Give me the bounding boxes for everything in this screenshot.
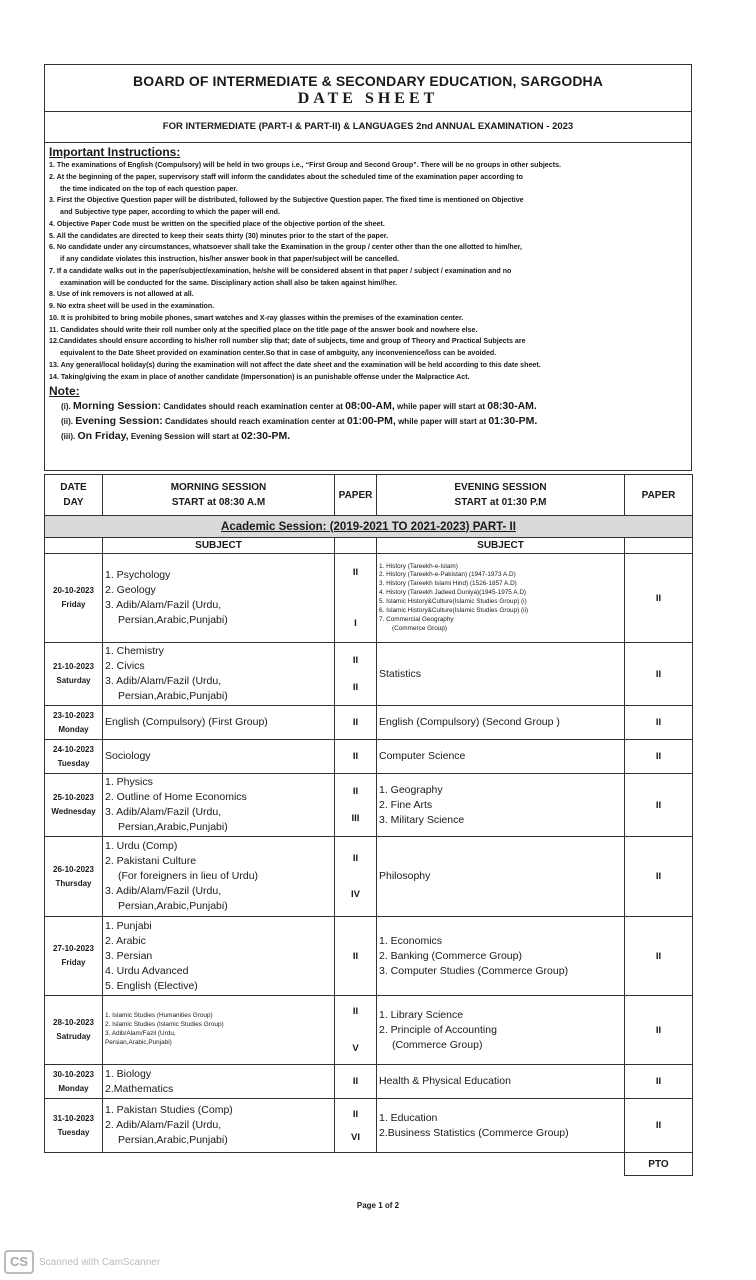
subject-item: 1. Pakistan Studies (Comp) [105,1104,233,1116]
evening-subjects-cell [377,917,625,996]
instruction-line: 1. The examinations of English (Compulsory) will be held in two groups i.e., “First Group and Second Group”. There will be no groups in other subjects. [49,161,561,169]
subject-item: Statistics [379,667,422,680]
subject-item: 1. Geography [379,783,443,796]
subject-item: English (Compulsory) (Second Group ) [379,716,560,728]
evening-paper-cell: II [625,1099,693,1153]
pto-row [45,1153,693,1176]
subject-item: 3. Computer Studies (Commerce Group) [379,964,569,977]
subject-item: 1. Chemistry [105,645,164,657]
morning-paper-cell [335,837,377,917]
paper-header: PAPER [625,475,693,516]
morning-subjects-cell [103,1065,335,1099]
subject-item: 2. Civics [105,660,145,672]
exam-day: Tuesday [57,758,90,768]
subject-item: 3. History (Tareekh Islami Hind) (1526-1857 A.D) [379,580,517,588]
camscanner-logo-icon: CS [4,1250,34,1274]
evening-paper-cell: II [625,774,693,837]
morning-session-header: MORNING SESSION START at 08:30 A.M [103,475,335,516]
exam-date: 20-10-2023 [53,586,94,595]
subject-item: Sociology [105,750,151,762]
exam-day: Wednesday [51,807,96,816]
table-row [45,740,693,774]
morning-subjects-cell [103,1099,335,1153]
document-title: DATE SHEET [44,89,692,112]
morning-paper-cell [335,706,377,740]
morning-paper-cell [335,1065,377,1099]
morning-paper-cell [335,740,377,774]
morning-subjects-cell [103,774,335,837]
academic-session-label: Academic Session: (2019-2021 TO 2021-2023) PART- II [221,520,516,533]
subject-item: 2.Business Statistics (Commerce Group) [379,1126,569,1139]
instruction-line: 11. Candidates should write their roll number only at the specified place on the title page of the answer book and nowhere else. [49,325,478,334]
subject-item: Persian,Arabic,Punjabi) [118,690,228,702]
subject-item: Philosophy [379,870,431,882]
instruction-line: if any candidate violates this instruction, his/her answer book in that paper/subject will be cancelled. [60,255,400,263]
date-cell [45,996,103,1065]
date-cell [45,1065,103,1099]
schedule-table [44,474,693,1176]
paper-number: II [352,853,359,864]
date-cell [45,774,103,837]
evening-paper-cell: II [625,1065,693,1099]
note-line [49,414,687,429]
exam-date: 28-10-2023 [53,1018,94,1027]
note-text: while paper will start at [395,417,489,427]
subject-item: Persian,Arabic,Punjabi) [118,1134,228,1146]
morning-paper-cell [335,1099,377,1153]
date-cell [45,643,103,706]
note-text: Evening Session will start at [128,432,242,442]
note-line [49,429,687,444]
table-row [45,1099,693,1153]
subject-item: 2. Banking (Commerce Group) [379,949,522,962]
instruction-line: 13. Any general/local holiday(s) during the examination will not affect the date sheet and the examination will be held according to this date sheet. [49,360,541,369]
morning-subjects-cell [103,706,335,740]
instruction-line: 2. At the beginning of the paper, supervisory staff will inform the candidates about the scheduled time of the examination paper according to [49,172,523,181]
instruction-line: 12.Candidates should ensure according to his/her roll number slip that; date of subjects, time and group of Theory and Practical Subjects are [49,337,526,346]
note-number: (i). [61,402,71,412]
evening-subjects-cell [377,740,625,774]
note-text: Candidates should reach examination center at [162,417,347,427]
instructions-box [44,143,692,471]
page-number: Page 1 of 2 [356,1201,400,1210]
morning-subjects-cell [103,643,335,706]
exam-day: Thursday [55,878,92,888]
subject-item: 1. Biology [105,1067,152,1080]
note-lead: Morning Session: [73,400,162,413]
table-row [45,996,693,1065]
morning-paper-cell [335,643,377,706]
subject-item: 5. English (Elective) [105,979,198,992]
subject-item: 1. Physics [105,776,153,788]
exam-day: Saturday [56,676,91,685]
subject-item: 1. History (Tareekh-e-Islam) [379,562,458,570]
instruction-line: and Subjective type paper, according to which the paper will end. [60,208,280,216]
evening-paper-cell: II [625,706,693,740]
subject-item: 4. History (Tareekh Jadeed Duniya)(1945-1975 A.D) [379,589,527,597]
morning-paper-cell [335,774,377,837]
paper-number: II [352,1006,359,1017]
exam-date: 27-10-2023 [53,944,94,953]
subject-item: 2. Arabic [105,934,146,947]
subject-item: 4. Urdu Advanced [105,964,189,977]
subject-item: 1. Education [379,1111,438,1124]
subject-item: 3. Military Science [379,813,465,826]
scanner-watermark [4,1250,160,1274]
subject-item: 2.Mathematics [105,1082,174,1095]
subject-item: 2. Fine Arts [379,798,433,811]
evening-paper-cell: II [625,837,693,917]
paper-number: II [352,751,359,762]
subject-item: Health & Physical Education [379,1075,511,1087]
evening-subjects-cell [377,996,625,1065]
pto-label: PTO [625,1153,693,1176]
note-number: (ii). [61,417,73,427]
paper-header: PAPER [335,475,377,516]
evening-subjects-cell [377,774,625,837]
instructions-title: Important Instructions: [49,145,181,159]
note-list [49,399,687,444]
note-time: 08:00-AM, [345,400,395,413]
note-time: 08:30-AM. [487,400,537,413]
scanner-text: Scanned with CamScanner [39,1256,161,1268]
paper-number: I [354,617,357,629]
document-subtitle: FOR INTERMEDIATE (PART-I & PART-II) & LANGUAGES 2nd ANNUAL EXAMINATION - 2023 [45,112,691,143]
subject-item: 2. Principle of Accounting [379,1023,497,1036]
paper-number: II [352,785,359,797]
date-cell [45,837,103,917]
morning-paper-cell [335,996,377,1065]
subject-item: 3. Adib/Alam/Fazil (Urdu, [105,885,222,897]
evening-paper-cell: II [625,996,693,1065]
schedule-rows [45,554,693,1153]
subject-item: 2. Outline of Home Economics [105,791,247,803]
subject-item: 3. Adib/Alam/Fazil (Urdu, [105,1030,176,1037]
evening-subjects-cell [377,706,625,740]
date-cell [45,1099,103,1153]
note-time: 01:30-PM. [488,415,538,428]
subject-item: 1. Psychology [105,569,171,581]
note-lead: On Friday, [77,430,129,443]
table-row [45,554,693,643]
subject-item: 2. Pakistani Culture [105,855,197,867]
paper-number: VI [351,1131,360,1143]
subject-item: 2. Adib/Alam/Fazil (Urdu, [105,1119,222,1131]
subject-item: 2. Islamic Studies (Islamic Studies Group) [105,1021,224,1029]
subject-item: (Commerce Group) [392,624,448,632]
subject-item: 5. Islamic History&Culture(Islamic Studies Group) (i) [379,598,527,605]
note-text: while paper will start at [394,402,488,412]
exam-date: 24-10-2023 [53,744,94,754]
note-text: Candidates should reach examination center at [161,402,346,412]
exam-day: Monday [58,1083,89,1093]
subject-item: 3. Adib/Alam/Fazil (Urdu, [105,599,222,611]
subject-item: Persian,Arabic,Punjabi) [105,1038,172,1046]
evening-session-header: EVENING SESSION START at 01:30 P.M [377,475,625,516]
evening-subject-label: SUBJECT [377,538,625,554]
evening-paper-cell: II [625,554,693,643]
exam-date: 31-10-2023 [53,1113,94,1123]
evening-paper-cell: II [625,917,693,996]
instruction-line: 5. All the candidates are directed to keep their seats thirty (30) minutes prior to the start of the paper. [49,231,389,240]
subject-item: 6. Islamic History&Culture(Islamic Studies Group) (ii) [379,606,529,614]
date-sheet [44,64,692,1176]
date-cell [45,917,103,996]
instruction-line: 8. Use of ink removers is not allowed at all. [49,290,194,299]
table-header-row [45,475,693,516]
instruction-line: equivalent to the Date Sheet provided on examination center.So that in case of ambguity, any inconvenience/loss can be avoided. [60,349,497,357]
table-row [45,917,693,996]
paper-number: II [352,654,359,666]
instruction-line: 7. If a candidate walks out in the paper/subject/examination, he/she will be considered absent in that paper / subject / examination and no [49,266,512,275]
note-time: 01:00-PM, [346,415,396,428]
subject-item: (Commerce Group) [392,1038,483,1051]
board-name: BOARD OF INTERMEDIATE & SECONDARY EDUCATION, SARGODHA [133,73,603,89]
exam-date: 26-10-2023 [53,864,94,874]
table-row [45,774,693,837]
evening-paper-cell: II [625,740,693,774]
evening-subjects-cell [377,837,625,917]
evening-subjects-cell [377,1099,625,1153]
instruction-line: examination will be conducted for the same. Disciplinary action shall also be taken against him//her. [60,278,398,287]
evening-subjects-cell [377,554,625,643]
subject-item: 1. Islamic Studies (Humanities Group) [105,1012,213,1020]
morning-subject-label: SUBJECT [103,538,335,554]
table-row [45,837,693,917]
table-row [45,1065,693,1099]
morning-subjects-cell [103,740,335,774]
exam-day: Monday [58,724,89,734]
exam-day: Tuesday [57,1127,90,1137]
subject-item: 1. Punjabi [105,919,152,932]
evening-subjects-cell [377,643,625,706]
subject-item: English (Compulsory) (First Group) [105,716,268,728]
morning-paper-cell [335,554,377,643]
morning-subjects-cell [103,917,335,996]
paper-number: IV [351,889,360,900]
paper-number: II [352,717,359,728]
instruction-line: 6. No candidate under any circumstances, whatsoever shall take the Examination in the group / center other than the one allotted to him/her, [49,243,523,252]
morning-paper-cell [335,917,377,996]
instruction-line: 9. No extra sheet will be used in the examination. [49,302,215,310]
subject-item: 1. Library Science [379,1008,464,1021]
paper-number: III [351,813,360,825]
subject-item: 3. Persian [105,949,153,962]
date-cell [45,740,103,774]
exam-day: Satruday [56,1032,91,1041]
instruction-line: the time indicated on the top of each question paper. [60,184,238,193]
instruction-line: 3. First the Objective Question paper will be distributed, followed by the Subjective Question paper. The fixed time is mentioned on Objective [49,196,524,205]
subject-item: 2. History (Tareekh-e-Pakistan) (1947-1973 A.D) [379,571,516,579]
note-number: (iii). [61,432,76,442]
subject-item: 2. Geology [105,584,156,596]
morning-subjects-cell [103,554,335,643]
note-lead: Evening Session: [75,415,163,428]
subject-item: 7. Commercial Geography [379,615,454,623]
table-row [45,643,693,706]
paper-number: II [352,567,359,579]
instruction-line: 10. It is prohibited to bring mobile phones, smart watches and X-ray glasses within the premises of the examination center. [49,313,464,322]
exam-date: 30-10-2023 [53,1069,94,1079]
subject-item: Persian,Arabic,Punjabi) [118,900,228,912]
subject-item: Persian,Arabic,Punjabi) [118,614,228,626]
date-day-header: DATE DAY [45,475,103,516]
instruction-line: 4. Objective Paper Code must be written on the specified place of the objective portion of the sheet. [49,219,385,228]
subject-item: 3. Adib/Alam/Fazil (Urdu, [105,675,222,687]
note-title: Note: [49,384,80,399]
exam-date: 21-10-2023 [53,662,94,671]
instruction-line: 14. Taking/giving the exam in place of another candidate (Impersonation) is an punishable offense under the Malpractice Act. [49,372,470,381]
exam-day: Friday [61,958,86,967]
subject-item: 3. Adib/Alam/Fazil (Urdu, [105,806,222,818]
evening-paper-cell: II [625,643,693,706]
exam-date: 23-10-2023 [53,710,94,720]
exam-day: Friday [61,600,86,609]
morning-subjects-cell [103,837,335,917]
date-cell [45,554,103,643]
subject-item: Persian,Arabic,Punjabi) [118,821,228,833]
morning-subjects-cell [103,996,335,1065]
paper-number: II [352,950,359,962]
paper-number: II [352,1076,359,1087]
paper-number: II [352,1108,359,1120]
note-time: 02:30-PM. [241,430,291,443]
subject-item: 1. Economics [379,934,443,947]
evening-subjects-cell [377,1065,625,1099]
academic-session-row [45,516,693,538]
paper-number: II [352,682,359,694]
paper-number: V [352,1043,359,1054]
subject-item: 1. Urdu (Comp) [105,840,178,852]
instructions-list [49,160,687,383]
exam-date: 25-10-2023 [53,793,94,802]
header [44,64,692,143]
note-line [49,399,687,414]
date-cell [45,706,103,740]
table-row [45,706,693,740]
subject-item: (For foreigners in lieu of Urdu) [118,870,259,882]
subject-header-row [45,538,693,554]
subject-item: Computer Science [379,750,466,762]
